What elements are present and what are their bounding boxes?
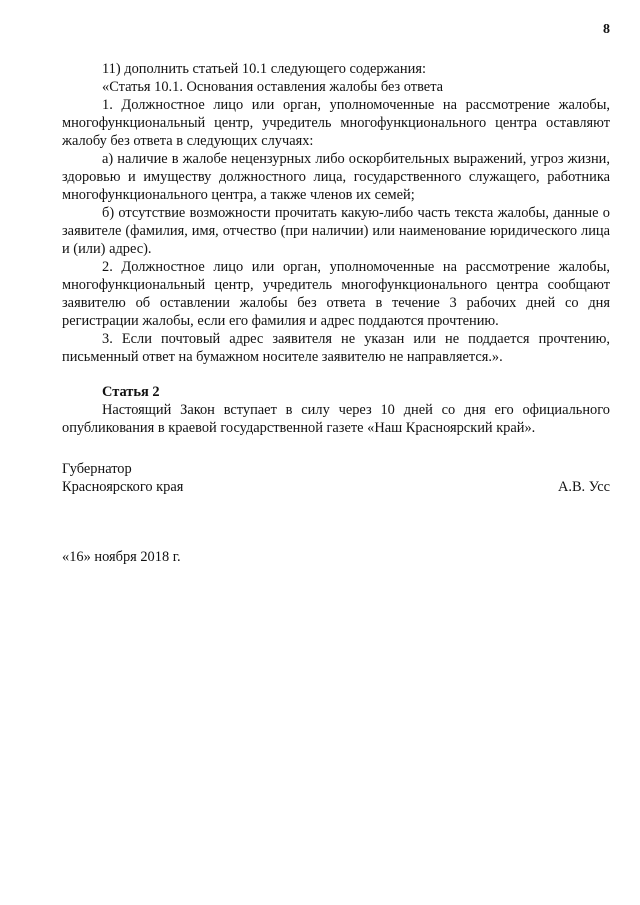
article-2-heading: Статья 2 <box>102 384 160 400</box>
paragraph-clause-2: 2. Должностное лицо или орган, уполномоченные на рассмотрение жалобы, многофункциональный центр, учредитель многофункционального центра сообщают заявителю об оставлении жалобы без ответа в течение 3 рабочих дней со дня регистрации жалобы, если его фамилия и адрес поддаются прочтению. <box>62 259 610 329</box>
paragraph-article-title: «Статья 10.1. Основания оставления жалобы без ответа <box>102 79 444 95</box>
signature-block <box>62 460 610 496</box>
document-date: «16» ноября 2018 г. <box>62 549 181 565</box>
paragraph-clause-3: 3. Если почтовый адрес заявителя не указан или не поддается прочтению, письменный ответ на бумажном носителе заявителю не направляется.». <box>62 331 610 365</box>
page-number: 8 <box>603 22 610 37</box>
paragraph-clause-1b: б) отсутствие возможности прочитать какую-либо часть текста жалобы, данные о заявителе (фамилия, имя, отчество (при наличии) или наименование юридического лица и (или) адрес). <box>62 205 610 257</box>
document-body <box>62 60 610 437</box>
article-2-text: Настоящий Закон вступает в силу через 10 дней со дня его официального опубликования в краевой государственной газете «Наш Красноярский край». <box>62 402 610 436</box>
signature-title-line1: Губернатор <box>62 461 132 477</box>
signatory-name: А.В. Усс <box>557 479 610 495</box>
paragraph-amendment-intro: 11) дополнить статьей 10.1 следующего содержания: <box>102 61 426 77</box>
signature-title-line2: Красноярского края <box>62 479 184 495</box>
paragraph-clause-1: 1. Должностное лицо или орган, уполномоченные на рассмотрение жалобы, многофункциональный центр, учредитель многофункционального центра оставляют жалобу без ответа в следующих случаях: <box>62 97 610 149</box>
paragraph-clause-1a: а) наличие в жалобе нецензурных либо оскорбительных выражений, угроз жизни, здоровью и имуществу должностного лица, государственного служащего, работника многофункционального центра, а также членов их семей; <box>62 151 610 203</box>
